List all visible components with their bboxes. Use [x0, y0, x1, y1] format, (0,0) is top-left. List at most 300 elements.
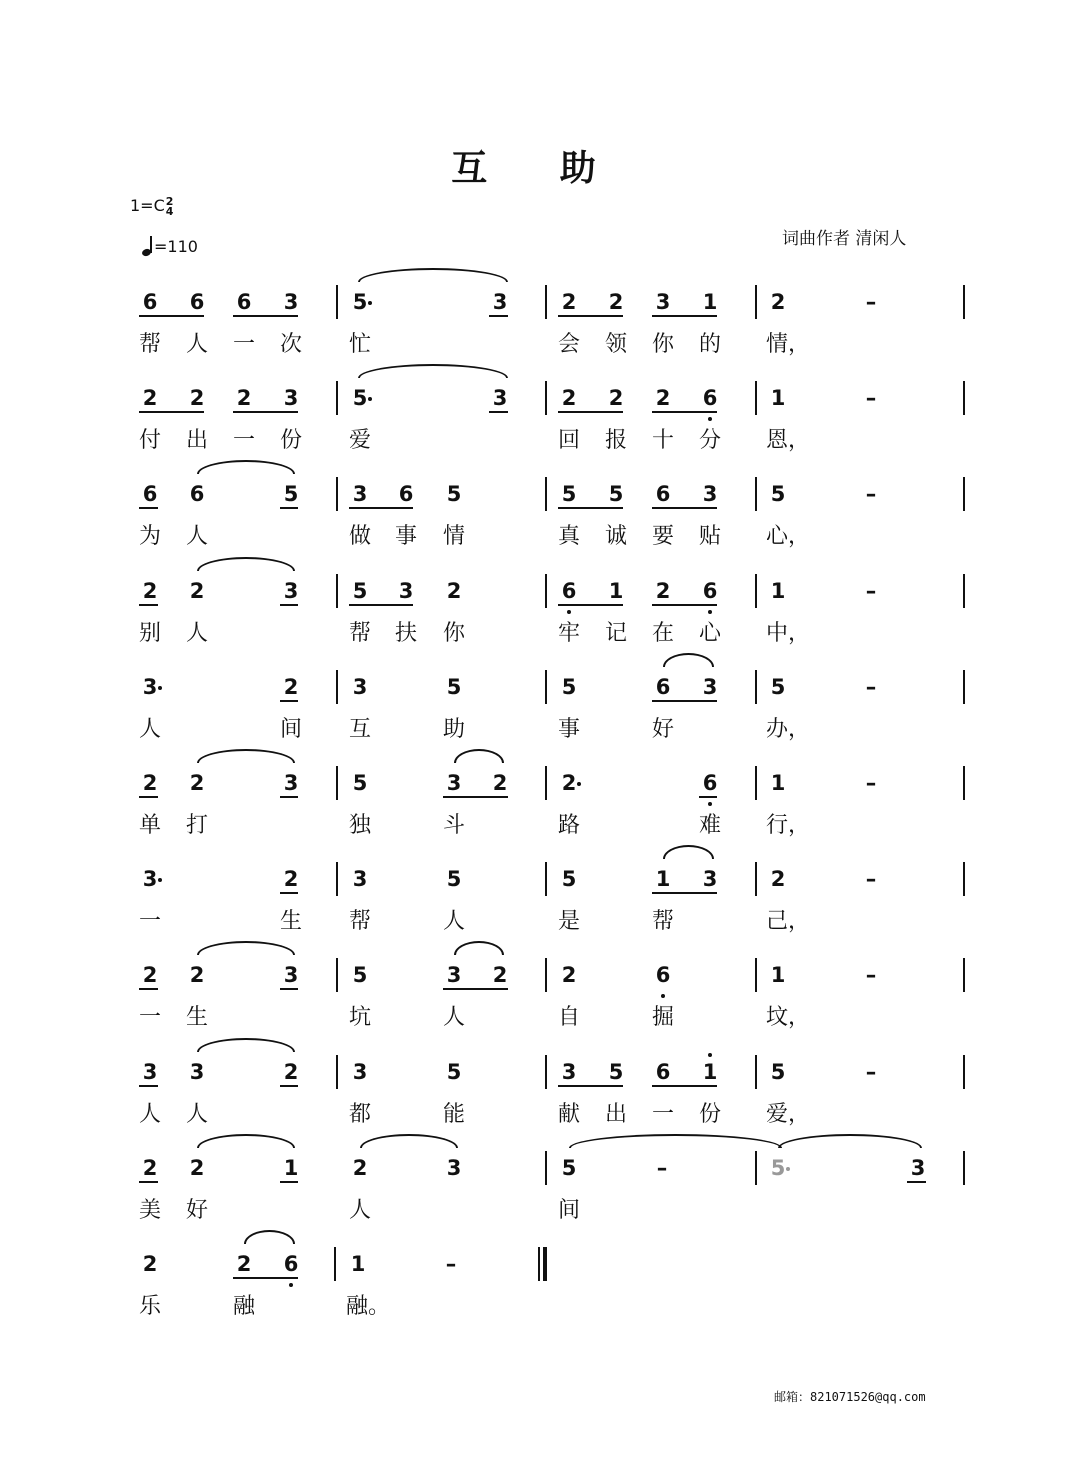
lyric-char: 为: [138, 524, 162, 550]
note: 3: [446, 1155, 462, 1180]
note-underline: [280, 1181, 298, 1183]
lyric-char: 帮: [138, 332, 162, 357]
note-underline: [349, 507, 413, 509]
lyric-char: 贴: [698, 524, 722, 550]
note: 2: [561, 290, 577, 314]
note: –: [656, 1155, 668, 1180]
note-underline: [558, 1085, 623, 1087]
note: 1: [608, 578, 624, 603]
bar-line: [545, 1055, 547, 1089]
lyric-char: 间: [557, 1197, 581, 1223]
note: 6: [142, 290, 158, 314]
note: 5: [561, 482, 577, 507]
lyric-char: 份: [279, 428, 303, 454]
note-underline: [652, 507, 717, 509]
note: 2: [142, 1252, 158, 1276]
lyric-char: 生: [279, 909, 303, 935]
high-octave-dot: [708, 1053, 712, 1057]
note: 5: [561, 674, 577, 699]
note-underline: [652, 892, 717, 894]
final-bar-line-thick: [543, 1247, 547, 1281]
lyric-char: 十: [651, 428, 675, 454]
bar-line: [336, 381, 338, 415]
note-underline: [139, 796, 158, 798]
bar-line: [963, 477, 965, 511]
note: –: [865, 578, 877, 603]
time-signature-top: 2: [165, 194, 174, 208]
note: 5: [446, 674, 462, 699]
note: 6: [655, 1059, 671, 1084]
lyric-char: 能: [442, 1101, 466, 1127]
lyric-char: 独: [348, 813, 372, 838]
slur-arc: [358, 364, 508, 378]
lyric-char: 人: [442, 1005, 466, 1031]
note: 6: [561, 578, 577, 603]
slur-arc: [454, 941, 504, 955]
note: 3: [352, 867, 368, 892]
lyric-char: 分: [698, 428, 722, 454]
note: 5: [352, 771, 368, 795]
slur-arc: [778, 1134, 922, 1148]
bar-line: [336, 574, 338, 608]
note: 2: [283, 1059, 299, 1084]
note-underline: [489, 411, 508, 413]
note-underline: [443, 988, 508, 990]
low-octave-dot: [708, 417, 712, 421]
lyric-char: 是: [557, 909, 581, 935]
lyric-char: 帮: [348, 620, 372, 646]
note: 3: [910, 1155, 926, 1180]
bar-line: [545, 766, 547, 800]
note: 3: [283, 578, 299, 603]
bar-line: [755, 574, 757, 608]
note: 5: [561, 1155, 577, 1180]
footer-email: 邮箱：821071526@qq.com: [774, 1390, 926, 1404]
note: –: [865, 963, 877, 988]
lyric-char: 爱，: [765, 1101, 811, 1127]
lyric-char: 间: [279, 716, 303, 742]
note: 2: [142, 963, 158, 988]
bar-line: [336, 958, 338, 992]
note: 1: [655, 867, 671, 892]
note: 6: [398, 482, 414, 507]
note: 2: [142, 771, 158, 795]
bar-line: [755, 958, 757, 992]
note-underline: [699, 796, 717, 798]
augmentation-dot: [158, 878, 162, 882]
note-underline: [280, 796, 298, 798]
lyric-char: 打: [185, 813, 209, 838]
note: 2: [561, 963, 577, 988]
note: 3: [142, 1059, 158, 1084]
lyric-char: 事: [557, 716, 581, 742]
note-underline: [280, 1085, 298, 1087]
bar-line: [755, 766, 757, 800]
lyric-char: 行，: [765, 813, 811, 838]
song-title: 互 助: [451, 147, 626, 189]
note: 3: [283, 386, 299, 411]
note: 2: [142, 578, 158, 603]
note: –: [865, 771, 877, 795]
lyric-char: 融。: [345, 1294, 391, 1319]
note-underline: [139, 315, 204, 317]
bar-line: [334, 1247, 336, 1281]
note-underline: [280, 604, 298, 606]
lyric-char: 真: [557, 524, 581, 550]
lyric-char: 别: [138, 620, 162, 646]
slur-arc: [663, 653, 714, 667]
note: 1: [283, 1155, 299, 1180]
lyric-char: 帮: [348, 909, 372, 935]
lyric-char: 生: [185, 1005, 209, 1031]
note: 3: [352, 674, 368, 699]
note: 3: [446, 963, 462, 988]
bar-line: [963, 574, 965, 608]
bar-line: [963, 670, 965, 704]
lyric-char: 自: [557, 1005, 581, 1031]
final-bar-line: [538, 1247, 540, 1281]
note-underline: [907, 1181, 926, 1183]
bar-line: [755, 1055, 757, 1089]
note: 3: [283, 290, 299, 314]
note: 2: [352, 1155, 368, 1180]
bar-line: [336, 477, 338, 511]
note: 3: [561, 1059, 577, 1084]
bar-line: [755, 381, 757, 415]
note: 2: [608, 386, 624, 411]
note: 5: [352, 386, 368, 411]
note: 2: [283, 674, 299, 699]
note: 5: [283, 482, 299, 507]
slur-arc: [358, 268, 508, 282]
bar-line: [545, 958, 547, 992]
note: 1: [350, 1252, 366, 1276]
lyric-char: 报: [604, 428, 628, 454]
note: 6: [702, 771, 718, 795]
lyric-char: 人: [138, 716, 162, 742]
lyric-char: 路: [557, 813, 581, 838]
note: 5: [608, 1059, 624, 1084]
note: 5: [352, 963, 368, 988]
lyric-char: 诚: [604, 524, 628, 550]
lyric-char: 乐: [138, 1294, 162, 1319]
note: –: [865, 674, 877, 699]
note: –: [865, 482, 877, 507]
lyric-char: 要: [651, 524, 675, 550]
tempo-value: =110: [154, 237, 198, 256]
lyric-char: 人: [185, 332, 209, 357]
note: 6: [236, 290, 252, 314]
lyric-char: 难: [698, 813, 722, 838]
bar-line: [963, 1151, 965, 1185]
note: –: [445, 1252, 457, 1276]
bar-line: [545, 285, 547, 319]
lyric-char: 扶: [394, 620, 418, 646]
note: 3: [655, 290, 671, 314]
lyric-char: 你: [651, 332, 675, 357]
lyric-char: 中，: [765, 620, 811, 646]
note: 1: [702, 290, 718, 314]
bar-line: [545, 477, 547, 511]
lyric-char: 心，: [765, 524, 811, 550]
note: 5: [770, 674, 786, 699]
lyric-char: 坟，: [765, 1005, 811, 1031]
note: 5: [352, 578, 368, 603]
note-underline: [139, 507, 158, 509]
lyric-char: 忙: [348, 332, 372, 357]
note: 5: [446, 482, 462, 507]
note-underline: [233, 1277, 298, 1279]
lyric-char: 份: [698, 1101, 722, 1127]
note-underline: [139, 988, 158, 990]
lyric-char: 好: [651, 716, 675, 742]
augmentation-dot: [577, 782, 581, 786]
note: 5: [446, 867, 462, 892]
lyric-char: 人: [442, 909, 466, 935]
note: 2: [189, 1155, 205, 1180]
slur-arc: [663, 845, 714, 859]
lyric-char: 回: [557, 428, 581, 454]
note: 5: [770, 1059, 786, 1084]
lyric-char: 一: [138, 909, 162, 935]
slur-arc: [197, 557, 295, 571]
lyric-char: 掘: [651, 1005, 675, 1031]
note-underline: [558, 315, 623, 317]
note: 5: [446, 1059, 462, 1084]
low-octave-dot: [289, 1283, 293, 1287]
lyric-char: 领: [604, 332, 628, 357]
lyric-char: 帮: [651, 909, 675, 935]
lyric-char: 的: [698, 332, 722, 357]
lyric-char: 单: [138, 813, 162, 838]
note: 2: [492, 963, 508, 988]
lyric-char: 心: [698, 620, 722, 646]
slur-arc: [360, 1134, 458, 1148]
bar-line: [336, 766, 338, 800]
bar-line: [336, 862, 338, 896]
lyric-char: 人: [185, 1101, 209, 1127]
slur-arc: [197, 749, 295, 763]
time-signature-bottom: 4: [165, 204, 174, 218]
note: 3: [142, 674, 158, 699]
note: 5: [561, 867, 577, 892]
slur-arc: [197, 1038, 295, 1052]
note: 5: [770, 482, 786, 507]
note: 2: [770, 867, 786, 892]
bar-line: [963, 766, 965, 800]
note: 2: [189, 578, 205, 603]
slur-arc: [197, 460, 295, 474]
lyric-char: 事: [394, 524, 418, 550]
bar-line: [963, 862, 965, 896]
lyric-char: 办，: [765, 716, 811, 742]
note: 3: [492, 386, 508, 411]
note: 1: [770, 578, 786, 603]
slur-arc: [244, 1230, 295, 1244]
note: 3: [283, 771, 299, 795]
lyric-char: 献: [557, 1101, 581, 1127]
slur-arc: [197, 1134, 295, 1148]
lyric-char: 坑: [348, 1005, 372, 1031]
slur-arc: [569, 1134, 782, 1148]
note-underline: [443, 796, 508, 798]
note-underline: [280, 507, 298, 509]
note-underline: [280, 892, 298, 894]
augmentation-dot: [158, 686, 162, 690]
note: –: [865, 867, 877, 892]
lyric-char: 牢: [557, 620, 581, 646]
note: 2: [770, 290, 786, 314]
lyric-char: 恩，: [765, 428, 811, 454]
bar-line: [963, 381, 965, 415]
note: 6: [702, 578, 718, 603]
note-underline: [139, 604, 158, 606]
lyric-char: 美: [138, 1197, 162, 1223]
note-underline: [558, 411, 623, 413]
lyric-char: 出: [185, 428, 209, 454]
note-underline: [652, 1085, 717, 1087]
note: 2: [189, 771, 205, 795]
note: 3: [446, 771, 462, 795]
bar-line: [545, 862, 547, 896]
composer-credit: 词曲作者 清闲人: [782, 229, 907, 249]
bar-line: [545, 670, 547, 704]
lyric-char: 助: [442, 716, 466, 742]
note: 2: [446, 578, 462, 603]
note: 3: [702, 867, 718, 892]
note: 3: [702, 482, 718, 507]
note-underline: [139, 411, 204, 413]
bar-line: [963, 285, 965, 319]
bar-line: [336, 1055, 338, 1089]
lyric-char: 情，: [765, 332, 811, 357]
lyric-char: 己，: [765, 909, 811, 935]
lyric-char: 爱: [348, 428, 372, 454]
note: 2: [142, 1155, 158, 1180]
lyric-char: 都: [348, 1101, 372, 1127]
bar-line: [963, 1055, 965, 1089]
note: –: [865, 386, 877, 411]
note-underline: [139, 1085, 158, 1087]
note: 3: [398, 578, 414, 603]
lyric-char: 付: [138, 428, 162, 454]
note: 2: [655, 578, 671, 603]
augmentation-dot: [786, 1167, 790, 1171]
note: 2: [189, 386, 205, 411]
lyric-char: 融: [232, 1294, 256, 1319]
note: 3: [492, 290, 508, 314]
note: 2: [561, 386, 577, 411]
augmentation-dot: [368, 301, 372, 305]
bar-line: [755, 670, 757, 704]
note-underline: [280, 700, 298, 702]
note-underline: [233, 315, 298, 317]
lyric-char: 互: [348, 716, 372, 742]
bar-line: [963, 958, 965, 992]
bar-line: [755, 285, 757, 319]
note: 2: [492, 771, 508, 795]
lyric-char: 会: [557, 332, 581, 357]
note: 2: [608, 290, 624, 314]
note: 1: [770, 386, 786, 411]
note: 5: [352, 290, 368, 314]
bar-line: [755, 1151, 757, 1185]
note: 3: [142, 867, 158, 892]
low-octave-dot: [708, 610, 712, 614]
lyric-char: 斗: [442, 813, 466, 838]
note: 1: [770, 771, 786, 795]
bar-line: [755, 862, 757, 896]
note: 2: [236, 1252, 252, 1276]
bar-line: [545, 381, 547, 415]
slur-arc: [454, 749, 504, 763]
note-underline: [489, 315, 508, 317]
note: 5: [770, 1155, 786, 1180]
note: 6: [655, 963, 671, 988]
note: 6: [702, 386, 718, 411]
bar-line: [336, 285, 338, 319]
bar-line: [755, 477, 757, 511]
note: 6: [655, 674, 671, 699]
note: 3: [702, 674, 718, 699]
lyric-char: 情: [442, 524, 466, 550]
note-underline: [280, 988, 298, 990]
lyric-char: 一: [138, 1005, 162, 1031]
note-underline: [233, 411, 298, 413]
lyric-char: 做: [348, 524, 372, 550]
note: 2: [142, 386, 158, 411]
note: 6: [283, 1252, 299, 1276]
slur-arc: [197, 941, 295, 955]
augmentation-dot: [368, 397, 372, 401]
bar-line: [336, 670, 338, 704]
lyric-char: 人: [348, 1197, 372, 1223]
note: 6: [142, 482, 158, 507]
lyric-char: 记: [604, 620, 628, 646]
lyric-char: 一: [232, 428, 256, 454]
note: 6: [189, 482, 205, 507]
note: 6: [655, 482, 671, 507]
lyric-char: 次: [279, 332, 303, 357]
lyric-char: 人: [138, 1101, 162, 1127]
note: 2: [283, 867, 299, 892]
note: 2: [236, 386, 252, 411]
note: 3: [352, 1059, 368, 1084]
note-underline: [558, 604, 623, 606]
lyric-char: 人: [185, 620, 209, 646]
low-octave-dot: [708, 802, 712, 806]
note-underline: [652, 604, 717, 606]
bar-line: [545, 1151, 547, 1185]
low-octave-dot: [661, 994, 665, 998]
note: 3: [283, 963, 299, 988]
note: 5: [608, 482, 624, 507]
lyric-char: 人: [185, 524, 209, 550]
note-underline: [139, 1181, 158, 1183]
note-underline: [652, 700, 717, 702]
bar-line: [545, 574, 547, 608]
lyric-char: 好: [185, 1197, 209, 1223]
key-label: 1=C: [130, 196, 165, 215]
note: 1: [702, 1059, 718, 1084]
note: 2: [189, 963, 205, 988]
note: 3: [189, 1059, 205, 1084]
lyric-char: 出: [604, 1101, 628, 1127]
note: –: [865, 290, 877, 314]
note: 1: [770, 963, 786, 988]
note-underline: [558, 507, 623, 509]
lyric-char: 一: [651, 1101, 675, 1127]
